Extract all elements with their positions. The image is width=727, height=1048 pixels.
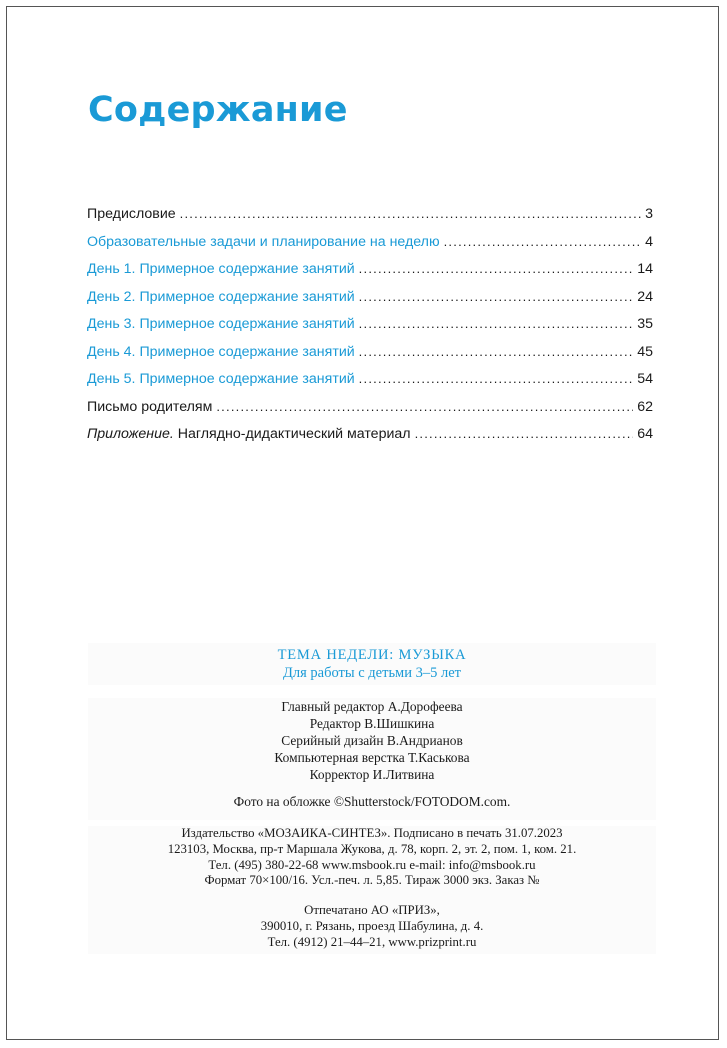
publisher-line: 123103, Москва, пр-т Маршала Жукова, д. 78, корп. 2, эт. 2, пом. 1, ком. 21.	[167, 841, 577, 856]
toc-leader-dots	[216, 399, 633, 414]
theme-box	[88, 643, 656, 685]
toc-leader-dots	[180, 206, 641, 221]
publisher-line: Формат 70×100/16. Усл.-печ. л. 5,85. Тираж 3000 экз. Заказ №	[204, 873, 540, 888]
credit-line: Корректор И.Литвина	[309, 767, 435, 782]
toc-entry-preface[interactable]	[87, 206, 653, 234]
page-title: Содержание	[88, 90, 348, 130]
publisher-line: Издательство «МОЗАИКА-СИНТЕЗ». Подписано в печать 31.07.2023	[181, 826, 563, 840]
toc-leader-dots	[359, 316, 634, 331]
toc-entry-label: День 2. Примерное содержание занятий	[87, 288, 355, 305]
publisher-line: Тел. (495) 380-22-68 www.msbook.ru e-mail: info@msbook.ru	[208, 857, 536, 872]
credit-line: Редактор В.Шишкина	[309, 716, 435, 731]
credits-list	[88, 698, 656, 810]
toc-leader-dots	[415, 426, 634, 441]
spacer	[88, 889, 656, 903]
toc-entry-page: 45	[637, 343, 653, 360]
theme-subtitle: Для работы с детьми 3–5 лет	[282, 665, 461, 681]
credits-box	[88, 698, 656, 820]
toc-entry-label: День 1. Примерное содержание занятий	[87, 261, 355, 277]
credit-line: Главный редактор А.Дорофеева	[281, 699, 463, 714]
toc-entry-label-italic: Приложение.	[87, 426, 174, 442]
photo-credit: Фото на обложке ©Shutterstock/FOTODOM.com.	[233, 794, 511, 809]
toc-entry-page: 24	[637, 288, 653, 305]
toc-entry-label: День 5. Примерное содержание занятий	[87, 371, 355, 387]
toc-leader-dots	[359, 371, 634, 386]
publisher-info	[88, 826, 656, 951]
printer-line: Тел. (4912) 21–44–21, www.prizprint.ru	[267, 934, 477, 949]
toc-leader-dots	[444, 234, 642, 249]
toc-entry-page: 4	[645, 233, 653, 250]
toc-entry-page: 54	[637, 371, 653, 387]
toc-entry-day-3[interactable]	[87, 316, 653, 344]
toc-leader-dots	[359, 261, 634, 276]
toc-entry-page: 3	[645, 206, 653, 222]
credit-line: Серийный дизайн В.Андрианов	[281, 733, 463, 748]
toc-entry-label: Письмо родителям	[87, 398, 213, 415]
toc-entry-page: 14	[637, 261, 653, 277]
toc-entry-page: 35	[637, 316, 653, 332]
toc-entry-label-text: Наглядно-дидактический материал	[177, 426, 411, 442]
toc-entry-letter[interactable]	[87, 399, 653, 427]
printer-line: 390010, г. Рязань, проезд Шабулина, д. 4.	[260, 918, 484, 933]
toc-entry-label: День 3. Примерное содержание занятий	[87, 316, 355, 332]
toc-entry-label: День 4. Примерное содержание занятий	[87, 343, 355, 360]
toc-leader-dots	[359, 289, 634, 304]
toc-entry-tasks[interactable]	[87, 234, 653, 262]
toc-entry-appendix[interactable]	[87, 426, 653, 454]
toc-entry-label: Образовательные задачи и планирование на неделю	[87, 233, 440, 250]
toc-entry-day-5[interactable]	[87, 371, 653, 399]
toc-entry-day-1[interactable]	[87, 261, 653, 289]
toc-entry-label	[87, 426, 411, 442]
toc-entry-label: Предисловие	[87, 206, 176, 222]
toc-entry-day-4[interactable]	[87, 344, 653, 372]
theme-title: ТЕМА НЕДЕЛИ: МУЗЫКА	[277, 647, 467, 663]
table-of-contents	[87, 206, 653, 454]
toc-entry-page: 64	[637, 426, 653, 442]
toc-entry-page: 62	[637, 398, 653, 415]
printer-line: Отпечатано АО «ПРИЗ»,	[304, 903, 440, 918]
imprint-box	[88, 826, 656, 954]
credit-line: Компьютерная верстка Т.Каськова	[274, 750, 470, 765]
toc-entry-day-2[interactable]	[87, 289, 653, 317]
toc-leader-dots	[359, 344, 634, 359]
